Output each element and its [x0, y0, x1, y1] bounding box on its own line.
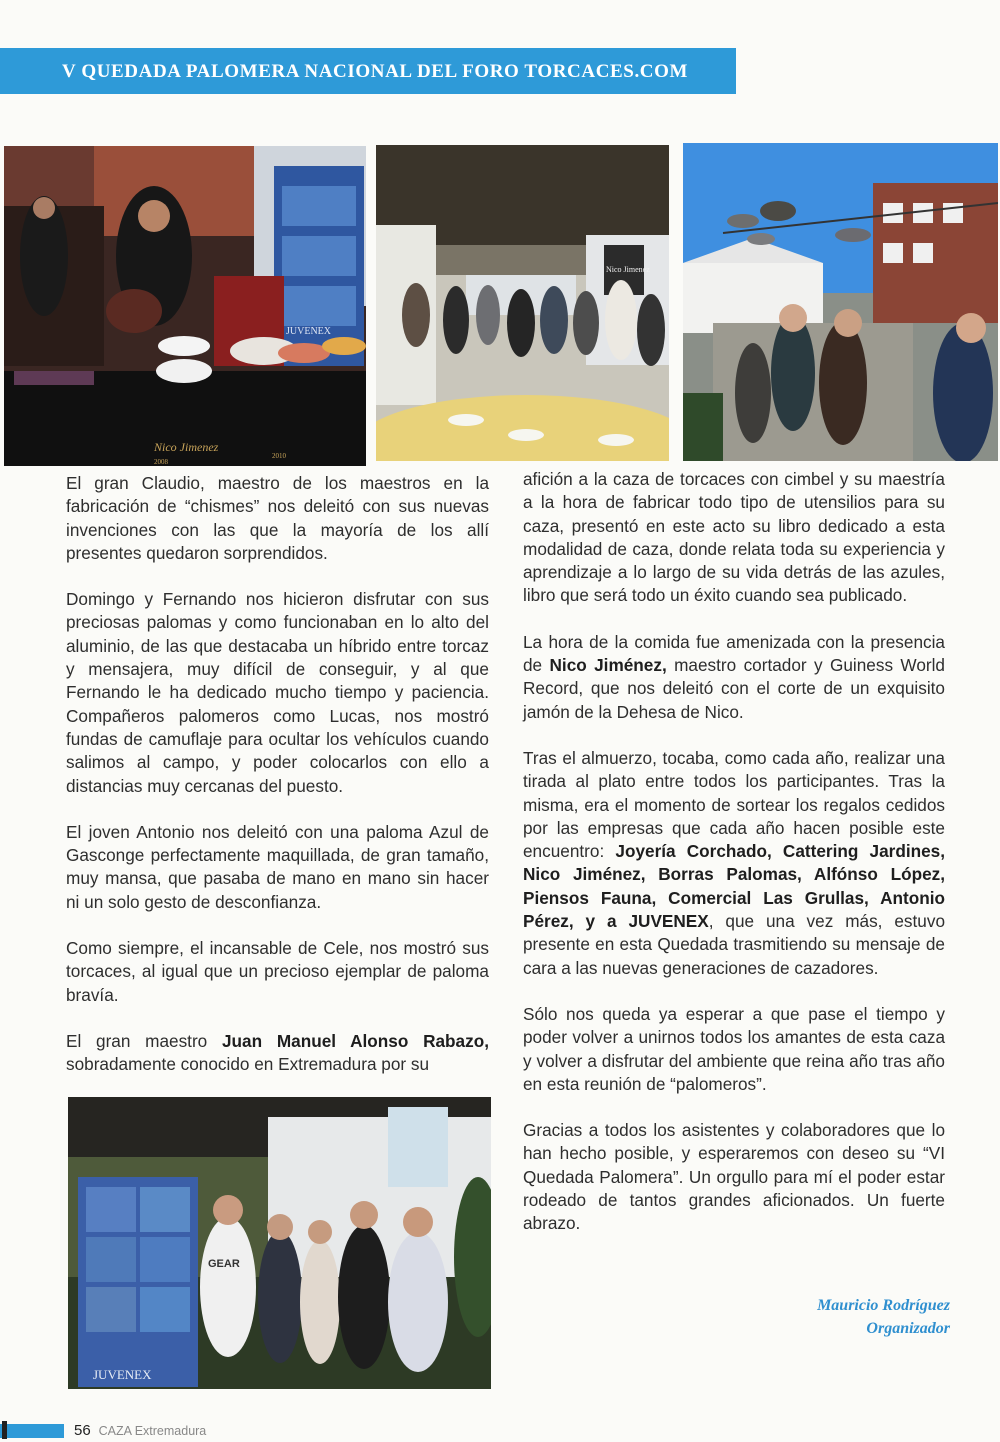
paragraph-juan-manuel: El gran maestro Juan Manuel Alonso Rabazo, sobradamente conocido en Extremadura por su	[66, 1030, 489, 1075]
photo-lunch-terrace	[376, 145, 669, 461]
nico-jimenez-name: Nico Jiménez,	[549, 655, 667, 676]
footer	[74, 1422, 206, 1439]
year-right: 2010	[272, 452, 286, 460]
page-number: 56	[74, 1422, 91, 1439]
left-text-column	[66, 472, 489, 1100]
nico-jimenez-table-logo: Nico Jimenez	[154, 440, 219, 454]
paragraph-antonio: El joven Antonio nos deleitó con una paloma Azul de Gasconge perfectamente maquillada, de gran tamaño, muy mansa, que pasaba de mano en mano sin hacer ni un solo gesto de desconfianza.	[66, 821, 489, 912]
year-left: 2008	[154, 458, 168, 466]
paragraph-claudio: El gran Claudio, maestro de los maestros en la fabricación de “chismes” nos deleitó con sus nuevas invenciones con las que la mayoría de los allí presentes quedaron sorprendidos.	[66, 473, 489, 563]
paragraph-sorteo: Tras el almuerzo, tocaba, como cada año, realizar una tirada al plato entre todos los participantes. Tras la misma, era el momento de sortear los regalos cedidos por las empresas que cada año hacen posible este encuentro: Joyería Corchado, Cattering Jardines, Nico Jiménez, Borras Palomas, Alfónso López, Piensos Fauna, Comercial Las Grullas, Antonio Pérez, y a JUVENEX, que una vez más, estuvo presente en esta Quedada trasmitiendo su mensaje de cara a las nuevas generaciones de cazadores.	[523, 747, 945, 978]
photo-ham-carving	[4, 146, 366, 466]
paragraph-comida: La hora de la comida fue amenizada con la presencia de Nico Jiménez, maestro cortador y Guiness World Record, que nos deleitó con el corte de un exquisito jamón de la Dehesa de Nico.	[523, 631, 945, 722]
gear-shirt-text: GEAR	[208, 1258, 240, 1270]
magazine-name: CAZA Extremadura	[98, 1424, 207, 1438]
photo-pigeon-decoys	[683, 143, 998, 461]
sponsors-list: Joyería Corchado, Cattering Jardines, Nico Jiménez, Borras Palomas, Alfónso López, Piensos Fauna, Comercial Las Grullas, Antonio Pérez, y a JUVENEX	[523, 841, 945, 932]
paragraph-aficion: afición a la caza de torcaces con cimbel y su maestría a la hora de fabricar todo tipo de utensilios para su caza, presentó en este acto su libro dedicado a esta modalidad de caza, donde relata toda su experiencia y aprendizaje a lo largo de su vida detrás de las azules, libro que será todo un éxito cuando sea publicado.	[523, 469, 945, 606]
article-title: V QUEDADA PALOMERA NACIONAL DEL FORO TORCACES.COM	[62, 61, 689, 82]
paragraph-gracias: Gracias a todos los asistentes y colaboradores que lo han hecho posible, y esperaremos con deseo su “VI Quedada Palomera”. Un orgullo para mí el poder estar rodeado de tantos grandes aficionados. Un fuerte abrazo.	[523, 1120, 945, 1234]
footer-accent-bar	[0, 1424, 64, 1438]
paragraph-cele: Como siempre, el incansable de Cele, nos mostró sus torcaces, al igual que un precioso ejemplar de paloma bravía.	[66, 938, 489, 1005]
author-role: Organizador	[866, 1320, 950, 1337]
footer-marker	[2, 1421, 7, 1439]
author-name: Mauricio Rodríguez	[817, 1297, 950, 1314]
juan-manuel-name: Juan Manuel Alonso Rabazo,	[221, 1030, 489, 1051]
paragraph-domingo-fernando: Domingo y Fernando nos hicieron disfrutar con sus preciosas palomas y como funcionaban en lo alto del aluminio, de las que destacaba un híbrido entre torcaz y mensajera, muy difícil de conseguir, y al que Fernando le ha dedicado mucho tiempo y paciencia. Compañeros palomeros como Lucas, nos mostró fundas de camuflaje para ocultar los vehículos cuando salimos al campo, y poder colocarlos con ello a distancias muy cercanas del puesto.	[66, 589, 489, 796]
photo-group	[68, 1097, 491, 1389]
paragraph-esperar: Sólo nos queda ya esperar a que pase el tiempo y poder volver a unirnos todos los amantes de esta caza y volver a disfrutar del ambiente que reina año tras año en esta reunión de “palomeros”.	[523, 1003, 945, 1094]
juvenex-banner-text-2: JUVENEX	[93, 1367, 152, 1382]
title-banner	[0, 48, 736, 94]
signature	[817, 1294, 950, 1340]
right-text-column	[523, 468, 945, 1259]
juvenex-banner-text: JUVENEX	[286, 326, 331, 337]
nico-jimenez-sign: Nico Jimenez	[606, 265, 650, 274]
